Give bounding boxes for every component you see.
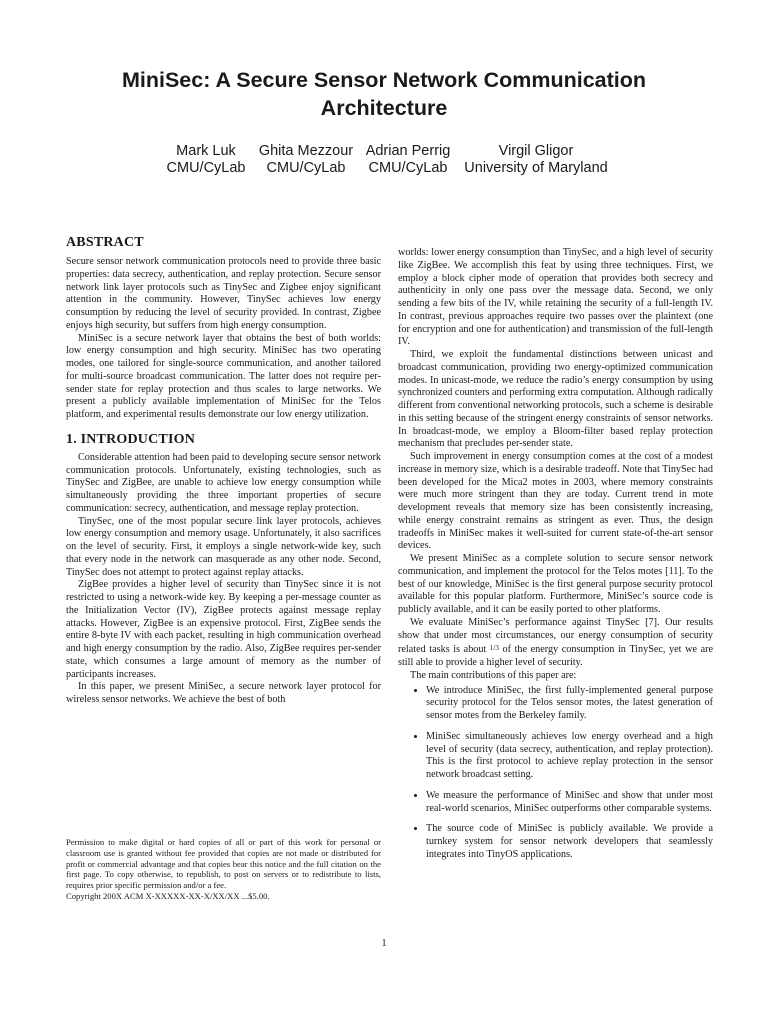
author-1 bbox=[166, 143, 246, 177]
contribution-item: • MiniSec simultaneously achieves low energy overhead and a high level of security (data secrecy, authentication, and replay protection). This is the first protocol to achieve replay protection in the sensor network broadcast setting. bbox=[426, 731, 713, 782]
contributions-intro: The main contributions of this paper are: bbox=[410, 669, 577, 681]
abstract-paragraph-2: MiniSec is a secure network layer that obtains the best of both worlds: low energy consumption and high security. MiniSec has two operating modes, one tailored for single-source communication, and another tailored for multi-source broadcast communication. The latter does not require per-sender state for replay protection and thus scales to large networks. We present a publicly available implementation of MiniSec for the Telos platform, and experimental results demonstrate our low energy utilization. bbox=[66, 332, 381, 420]
intro-paragraph-8 bbox=[398, 617, 713, 670]
intro-paragraph-6: Such improvement in energy consumption comes at the cost of a modest increase in memory size, which is a desirable tradeoff. Note that TinySec had been developed for the Mica2 motes in 2003, where memory constraints were much more stringent than they are today. Current trend in mote development reveals that memory size has been consistently increasing, while energy constraint remains as stringent as ever. Thus, the design tradeoffs in MiniSec makes it well-suited for current state-of-the-art sensor devices. bbox=[398, 451, 713, 552]
author-affiliation: CMU/CyLab bbox=[166, 160, 246, 176]
author-affiliation: CMU/CyLab bbox=[368, 160, 448, 176]
permission-text: Permission to make digital or hard copies of all or part of this work for personal or classroom use is granted without fee provided that copies are not made or distributed for profit or commercial advantage and that copies bear this notice and the full citation on the first page. To copy otherwise, to republish, to post on servers or to redistribute to lists, requires prior specific permission and/or a fee. bbox=[66, 837, 381, 891]
introduction-heading: 1. INTRODUCTION bbox=[66, 431, 196, 447]
intro-paragraph-7: We present MiniSec as a complete solution to secure sensor network communication, and implement the protocol for the Telos motes [11]. To the best of our knowledge, MiniSec is the first general purpose security protocol available for this popular platform. Furthermore, MiniSec’s source code is publicly available, and it can be easily ported to other platforms. bbox=[398, 553, 713, 615]
intro-paragraph-3: ZigBee provides a higher level of security than TinySec since it is not restricted to using a network-wide key. By keeping a per-message counter as the Initialization Vector (IV), ZigBee protects against message replay attacks. However, ZigBee is an expensive protocol. First, ZigBee sends the entire 8-byte IV with each packet, resulting in high communication overhead and high energy consumption by the radio. Also, ZigBee requires per-sender state, which consumes a large amount of memory as the number of participants increases. bbox=[66, 579, 381, 680]
intro-paragraph-2: TinySec, one of the most popular secure link layer protocols, achieves low energy consumption and memory usage. Unfortunately, it also sacrifices on the level of security. First, it employs a single network-wide key, such that every node in the network can masquerade as any other node. Second, TinySec does not attempt to protect against replay attacks. bbox=[66, 515, 381, 578]
contribution-item: • The source code of MiniSec is publicly available. We provide a turnkey system for sensor network developers that seamlessly integrates into TinyOS applications. bbox=[426, 823, 713, 861]
copyright-line: Copyright 200X ACM X-XXXXX-XX-X/XX/XX ...$5.00. bbox=[66, 890, 270, 901]
left-column bbox=[66, 234, 381, 707]
contribution-item: • We introduce MiniSec, the first fully-implemented general purpose security protocol for the Telos sensor motes, the latest generation of sensor motes from the Berkeley family. bbox=[426, 685, 713, 723]
eval-text-before: We evaluate MiniSec’s performance against TinySec [7]. Our results show that under most circumstances, our energy consumption of security related tasks is about bbox=[398, 616, 713, 656]
intro-continued-paragraph: worlds: lower energy consumption than TinySec, and a high level of security like ZigBee. We accomplish this feat by using three techniques. First, we employ a block cipher mode of operation that provides both secrecy and authenticity in only one pass over the message data. Second, we only sending a few bits of the IV, while retaining the security of a full-length IV. In contrast, previous approaches require two passes over the plaintext (one for encryption and one for authentication) and transmission of the full-length IV. bbox=[398, 247, 713, 348]
author-name: Adrian Perrig bbox=[365, 143, 451, 159]
abstract-paragraph-1: Secure sensor network communication protocols need to provide three basic properties: data secrecy, authentication, and replay protection. Secure sensor network link layer protocols such as TinySec and Zigbee enjoy significant attention in the community. However, TinySec achieves low energy consumption by reducing the level of security provided. In contrast, Zigbee enjoys high security, but suffers from high energy consumption. bbox=[66, 256, 381, 331]
page-number: 1 bbox=[381, 938, 387, 949]
author-4 bbox=[462, 143, 610, 177]
author-affiliation: CMU/CyLab bbox=[266, 160, 346, 176]
eval-text-after: of the energy consumption in TinySec, yet we are still able to provide a higher level of security. bbox=[398, 644, 714, 668]
author-name: Virgil Gligor bbox=[498, 143, 574, 159]
contributions-list bbox=[398, 685, 713, 862]
author-affiliation: University of Maryland bbox=[464, 160, 608, 176]
author-name: Mark Luk bbox=[176, 143, 236, 159]
right-column bbox=[398, 247, 713, 870]
intro-paragraph-4: In this paper, we present MiniSec, a secure network layer protocol for wireless sensor networks. We achieve the best of both bbox=[66, 681, 381, 705]
abstract-heading: ABSTRACT bbox=[66, 235, 144, 250]
paper-title: MiniSec: A Secure Sensor Network Communication Architecture bbox=[121, 68, 647, 120]
contribution-item: • We measure the performance of MiniSec and show that under most real-world scenarios, MiniSec outperforms other comparable systems. bbox=[426, 790, 713, 816]
intro-paragraph-5: Third, we exploit the fundamental distinctions between unicast and broadcast communication, providing two energy-optimized communication modes. In unicast-mode, we reduce the radio’s energy consumption by using synchronized counters and performing extra computation. Although radically different from conventional networking protocols, such a scheme is desirable in this setting because of the stringent energy constraints of sensor networks. In broadcast-mode, we employ a Bloom-filter based replay protection mechanism that precludes per-sender state. bbox=[398, 349, 713, 450]
author-2 bbox=[252, 143, 360, 177]
permission-notice bbox=[66, 837, 381, 902]
fraction-one-third: 1/3 bbox=[489, 644, 499, 653]
author-name: Ghita Mezzour bbox=[258, 143, 354, 159]
author-3 bbox=[362, 143, 454, 177]
intro-paragraph-1: Considerable attention had been paid to developing secure sensor network communication protocols. Unfortunately, existing technologies, such as TinySec and ZigBee, are unable to achieve low energy consumption while simultaneously providing the three important properties of secure communication: secrecy, authentication, and message replay protection. bbox=[66, 451, 381, 514]
